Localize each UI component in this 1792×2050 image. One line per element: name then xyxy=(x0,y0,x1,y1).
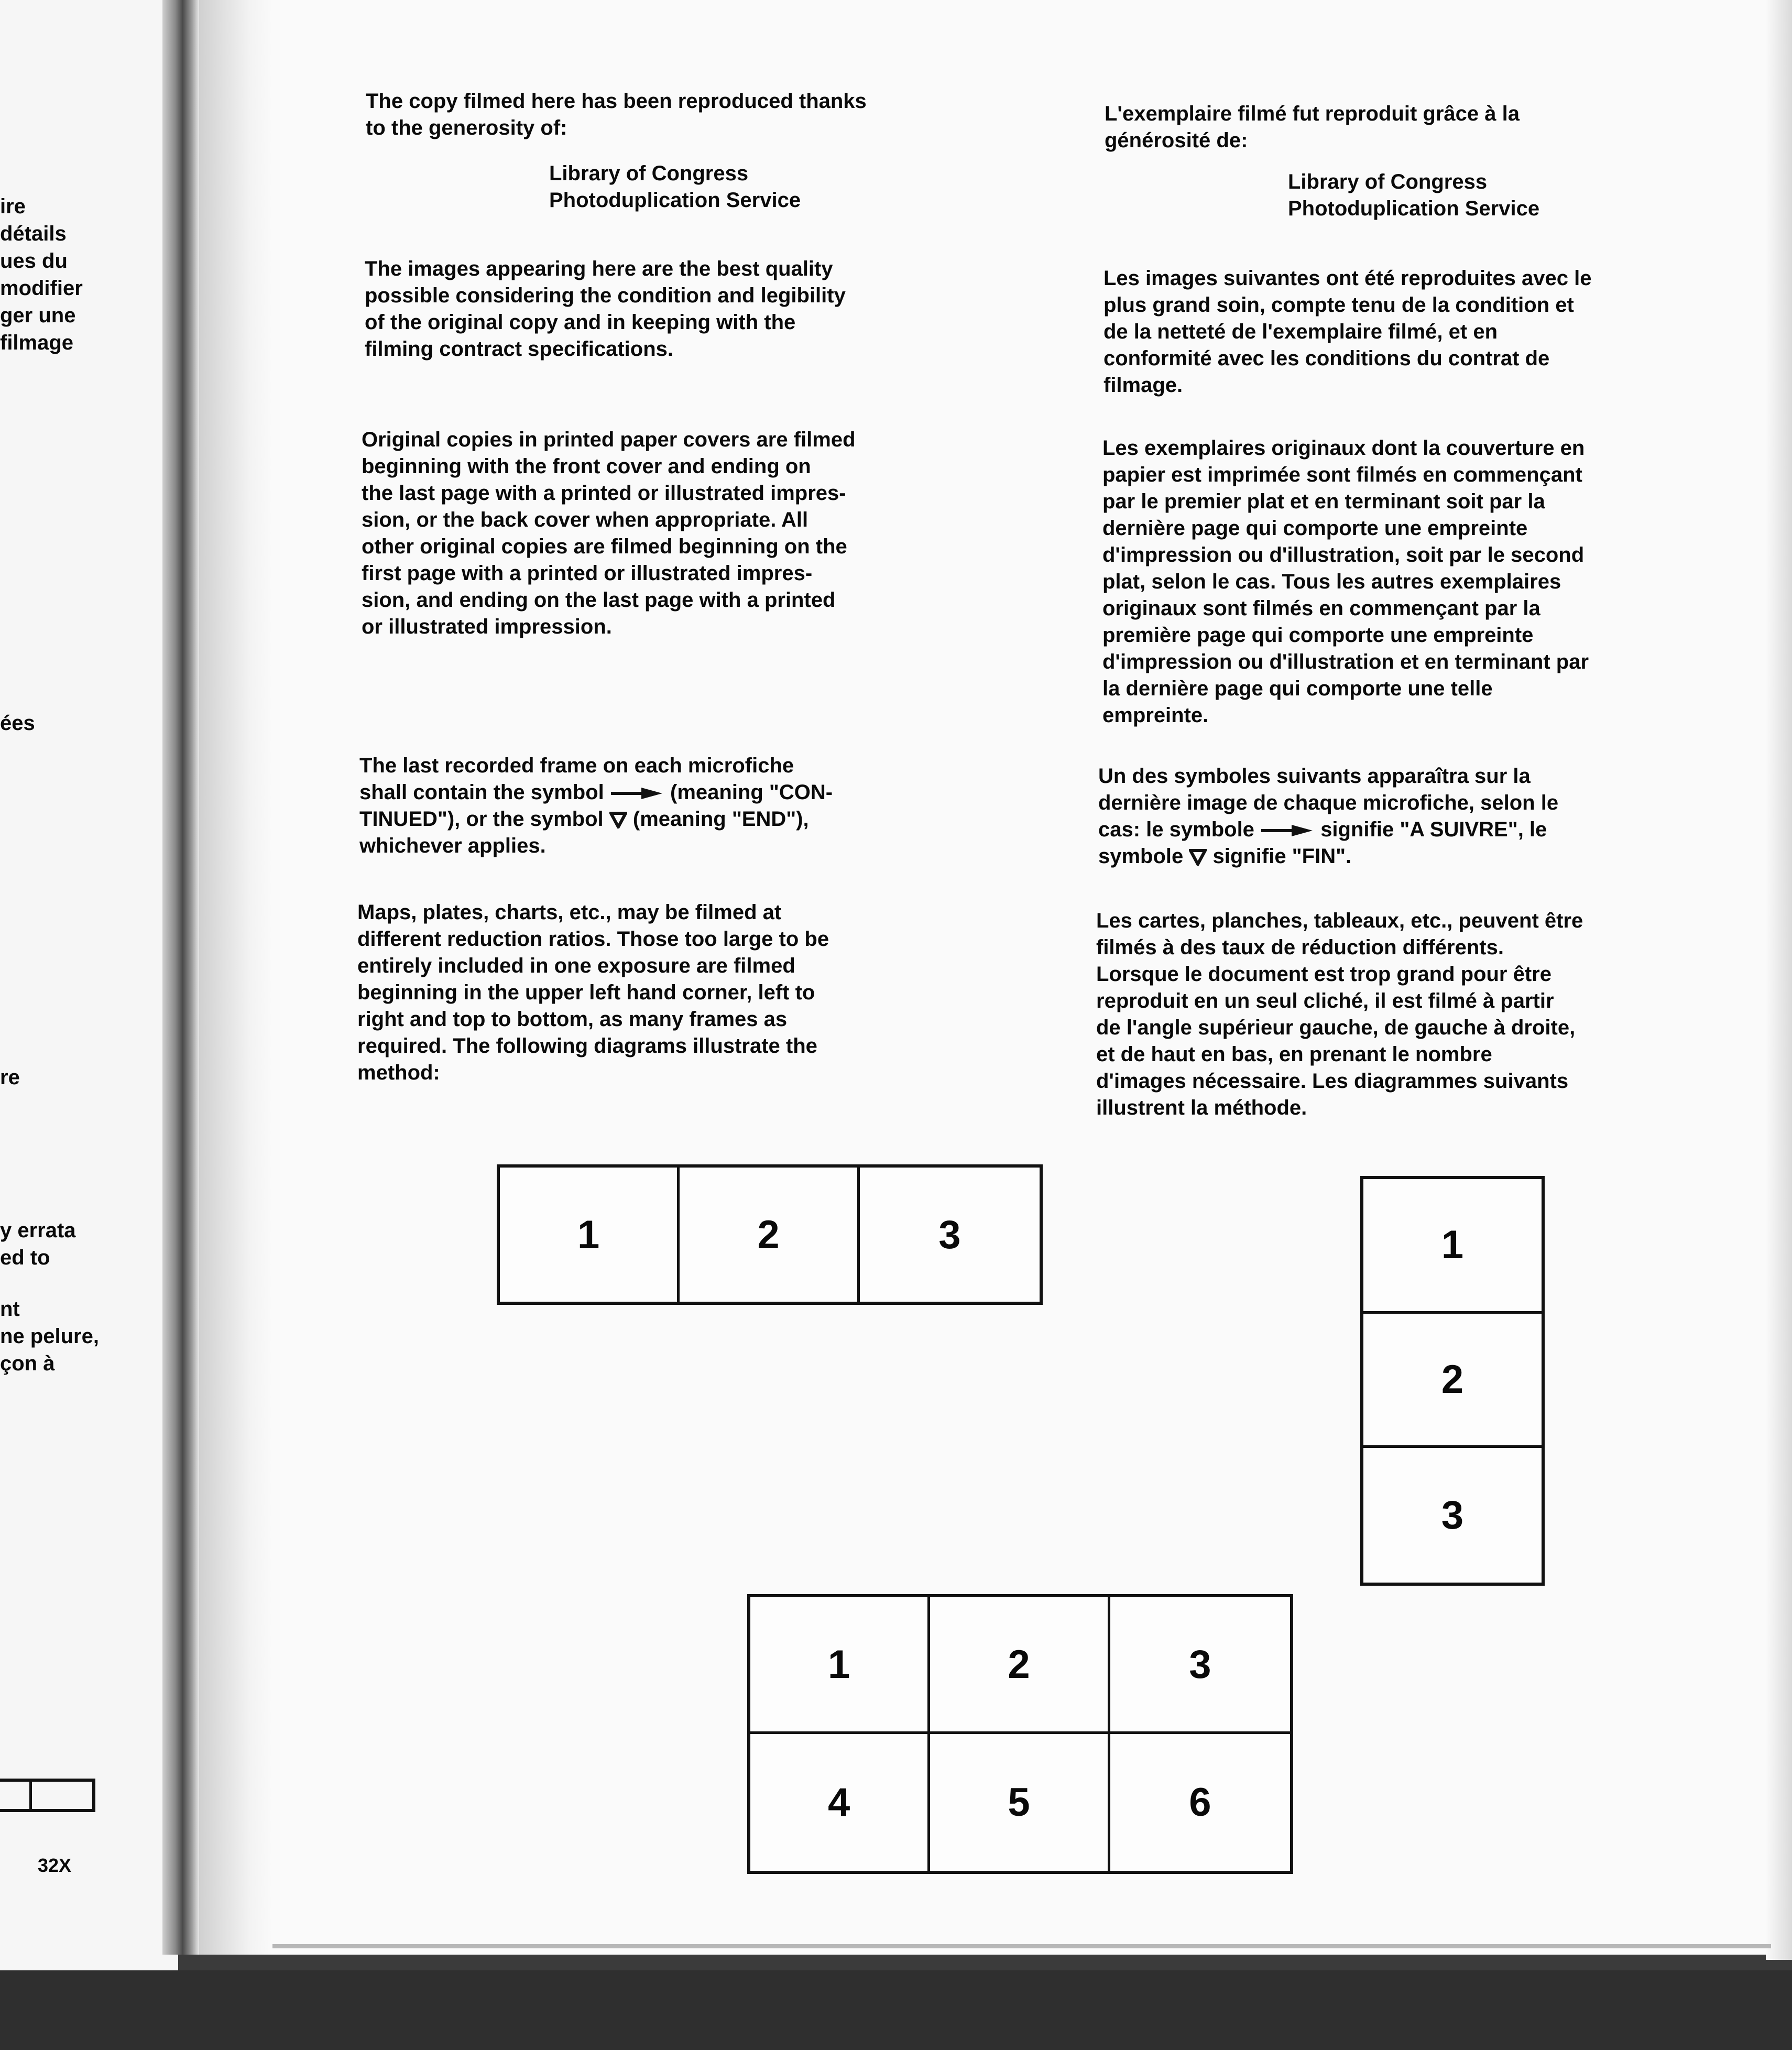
frame-cell: 5 xyxy=(930,1734,1110,1871)
text-line: entirely included in one exposure are filmed xyxy=(357,954,795,977)
text-line: par le premier plat et en terminant soit par la xyxy=(1102,490,1545,513)
fragment-text: ed to xyxy=(0,1246,50,1269)
text-line: shall contain the symbol (meaning "CON- xyxy=(359,781,833,804)
text-line: other original copies are filmed beginning on the xyxy=(362,535,847,558)
text-line: first page with a printed or illustrated impres- xyxy=(362,562,813,585)
text-line: Original copies in printed paper covers are filmed xyxy=(362,428,856,451)
text-line: right and top to bottom, as many frames as xyxy=(357,1008,788,1031)
text-line: Les images suivantes ont été reproduites avec le xyxy=(1103,267,1592,290)
text-line: filmés à des taux de réduction différents. xyxy=(1096,936,1504,959)
fragment-text: ger une xyxy=(0,304,76,327)
text-line: possible considering the condition and legibility xyxy=(365,284,846,307)
grid-frames-diagram xyxy=(747,1594,1293,1874)
text-line: filmage. xyxy=(1103,374,1183,397)
french-symbols-paragraph xyxy=(1098,763,1758,870)
frame-cell: 1 xyxy=(500,1168,680,1302)
english-quality-paragraph xyxy=(365,256,993,363)
frame-cell: 1 xyxy=(750,1597,930,1734)
text-line: dernière image de chaque microfiche, selon le xyxy=(1098,791,1559,814)
text-line: whichever applies. xyxy=(359,834,546,857)
fragment-text: y errata xyxy=(0,1219,76,1242)
english-acknowledgement xyxy=(366,88,995,141)
text-line: Photoduplication Service xyxy=(1288,197,1540,220)
text-line: dernière page qui comporte une empreinte xyxy=(1102,517,1528,540)
frame-cell: 4 xyxy=(750,1734,930,1871)
down-triangle-icon xyxy=(1189,849,1207,866)
text-line: Photoduplication Service xyxy=(549,189,801,212)
fragment-text: filmage xyxy=(0,331,74,354)
vertical-frames-diagram xyxy=(1360,1176,1545,1586)
text-line: d'impression ou d'illustration, soit par le second xyxy=(1102,543,1585,566)
text-line: different reduction ratios. Those too large to be xyxy=(357,928,829,951)
french-originals-paragraph xyxy=(1102,435,1763,729)
right-arrow-icon xyxy=(1260,823,1315,838)
english-originals-paragraph xyxy=(362,427,1001,640)
fragment-text: modifier xyxy=(0,277,83,300)
text-line: de la netteté de l'exemplaire filmé, et en xyxy=(1103,320,1498,343)
text-line: to the generosity of: xyxy=(366,116,567,139)
english-institution xyxy=(366,160,995,214)
page-right-edge xyxy=(1766,0,1792,1960)
text-line: d'images nécessaire. Les diagrammes suivants xyxy=(1096,1070,1569,1093)
french-acknowledgement xyxy=(1105,101,1744,154)
text-line: sion, or the back cover when appropriate. All xyxy=(362,508,808,531)
down-triangle-icon xyxy=(609,812,627,828)
text-line: beginning with the front cover and ending on xyxy=(362,455,811,478)
text-line: Library of Congress xyxy=(549,162,749,185)
text-line: la dernière page qui comporte une telle xyxy=(1102,677,1493,700)
right-arrow-icon xyxy=(610,786,664,801)
text-line: conformité avec les conditions du contrat de xyxy=(1103,347,1550,370)
text-line: The copy filmed here has been reproduced thanks xyxy=(366,90,867,113)
text-line: de l'angle supérieur gauche, de gauche à droite, xyxy=(1096,1016,1576,1039)
page-gutter-shadow xyxy=(162,0,199,1955)
text-line: d'impression ou d'illustration et en terminant par xyxy=(1102,650,1589,673)
reduction-box-fragment xyxy=(0,1779,95,1812)
frame-cell: 2 xyxy=(930,1597,1110,1734)
fragment-text: re xyxy=(0,1066,20,1089)
text-line: plat, selon le cas. Tous les autres exemplaires xyxy=(1102,570,1561,593)
text-line: symbole signifie "FIN". xyxy=(1098,845,1352,868)
text-line: illustrent la méthode. xyxy=(1096,1096,1307,1119)
text-line: première page qui comporte une empreinte xyxy=(1102,624,1534,647)
text-line: sion, and ending on the last page with a printed xyxy=(362,588,836,612)
text-line: reproduit en un seul cliché, il est filmé à partir xyxy=(1096,989,1554,1012)
english-symbols-paragraph xyxy=(359,753,999,859)
frame-cell: 3 xyxy=(1441,1493,1464,1538)
text-line: L'exemplaire filmé fut reproduit grâce à la xyxy=(1105,102,1520,125)
frame-cell: 1 xyxy=(1363,1179,1542,1314)
text-line: Lorsque le document est trop grand pour être xyxy=(1096,963,1551,986)
reduction-label: 32X xyxy=(38,1855,72,1876)
page-bottom-edge xyxy=(272,1944,1771,1948)
previous-page-edge xyxy=(0,0,178,1970)
french-quality-paragraph xyxy=(1103,265,1758,399)
fragment-text: détails xyxy=(0,222,67,245)
frame-cell: 2 xyxy=(680,1168,859,1302)
fragment-text: ues du xyxy=(0,249,68,272)
french-institution xyxy=(1105,169,1744,222)
text-line: et de haut en bas, en prenant le nombre xyxy=(1096,1043,1492,1066)
text-line: générosité de: xyxy=(1105,129,1248,152)
text-line: plus grand soin, compte tenu de la condition et xyxy=(1103,293,1574,317)
text-line: beginning in the upper left hand corner, left to xyxy=(357,981,815,1004)
text-line: papier est imprimée sont filmés en commençant xyxy=(1102,463,1582,486)
text-line: the last page with a printed or illustrated impres- xyxy=(362,482,846,505)
scanner-bed xyxy=(0,1970,1792,2050)
text-line: cas: le symbole signifie "A SUIVRE", le xyxy=(1098,818,1547,841)
fragment-text: çon à xyxy=(0,1352,55,1375)
frame-cell: 3 xyxy=(1110,1597,1290,1734)
text-line: TINUED"), or the symbol (meaning "END"), xyxy=(359,808,809,831)
text-line: or illustrated impression. xyxy=(362,615,612,638)
frame-cell: 2 xyxy=(1363,1314,1542,1448)
text-line: Les cartes, planches, tableaux, etc., peuvent être xyxy=(1096,909,1583,932)
text-line: The last recorded frame on each microfiche xyxy=(359,754,794,777)
fragment-text: ées xyxy=(0,712,35,735)
horizontal-frames-diagram xyxy=(497,1164,1043,1305)
text-line: The images appearing here are the best quality xyxy=(365,257,833,280)
text-line: of the original copy and in keeping with the xyxy=(365,311,796,334)
text-line: required. The following diagrams illustrate the xyxy=(357,1034,817,1057)
fragment-text: ne pelure, xyxy=(0,1325,99,1348)
frame-cell: 3 xyxy=(938,1212,961,1257)
text-line: Les exemplaires originaux dont la couverture en xyxy=(1102,437,1585,460)
english-maps-paragraph xyxy=(357,899,1007,1086)
text-line: filming contract specifications. xyxy=(365,337,674,361)
fragment-text: ire xyxy=(0,195,26,218)
french-maps-paragraph xyxy=(1096,908,1767,1121)
text-line: method: xyxy=(357,1061,440,1084)
page-curl xyxy=(199,0,272,1955)
text-line: Library of Congress xyxy=(1288,170,1488,193)
text-line: Un des symboles suivants apparaîtra sur la xyxy=(1098,765,1531,788)
text-line: originaux sont filmés en commençant par la xyxy=(1102,597,1540,620)
fragment-text: nt xyxy=(0,1297,20,1321)
frame-cell: 6 xyxy=(1189,1780,1211,1825)
text-line: Maps, plates, charts, etc., may be filmed at xyxy=(357,901,782,924)
text-line: empreinte. xyxy=(1102,704,1209,727)
